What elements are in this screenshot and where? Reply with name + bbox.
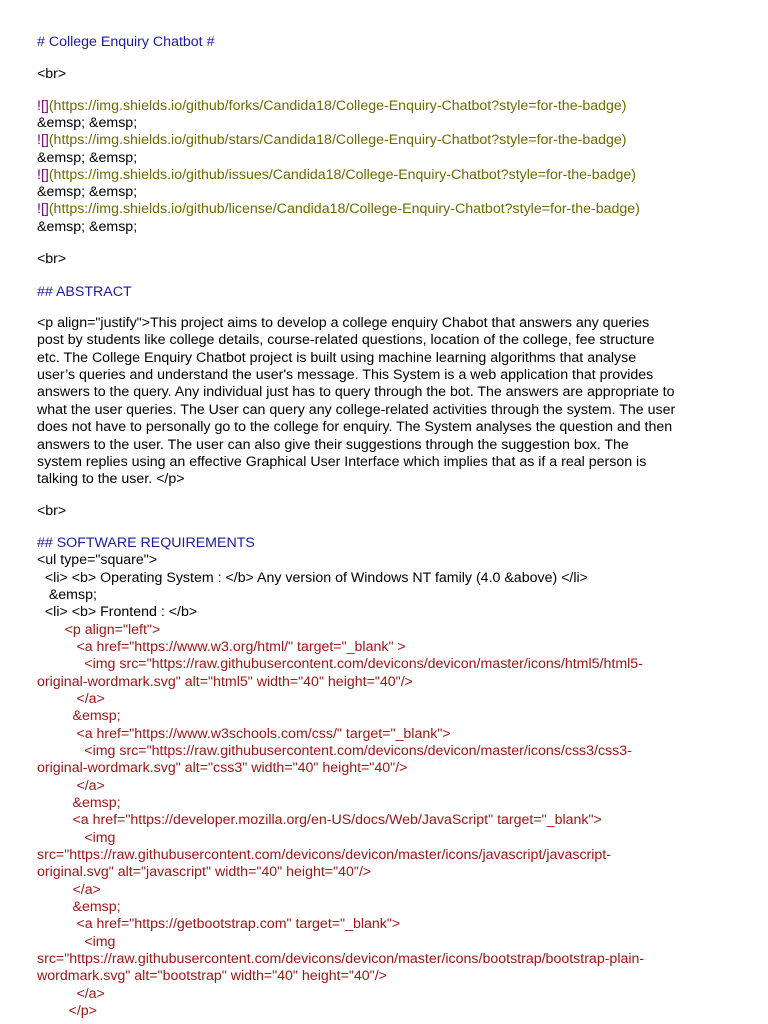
frontend-code-line: original-wordmark.svg" alt="css3" width="40" height="40"/> xyxy=(37,760,408,776)
frontend-code-line: </a> xyxy=(37,778,105,794)
abstract-line: <p align="justify">This project aims to develop a college enquiry Chabot that answers any queries xyxy=(37,315,650,331)
page-title: # College Enquiry Chatbot # xyxy=(37,34,215,50)
frontend-code-line: <a href="https://www.w3schools.com/css/" target="_blank"> xyxy=(37,726,451,742)
list-item-operating-system: <li> <b> Operating System : </b> Any version of Windows NT family (4.0 &above) </li> xyxy=(37,570,588,586)
frontend-code-line: <img src="https://raw.githubusercontent.com/devicons/devicon/master/icons/css3/css3- xyxy=(37,743,632,759)
badge-marker: ![] xyxy=(37,201,49,217)
badge-line-license xyxy=(37,201,640,218)
abstract-line: talking to the user. </p> xyxy=(37,471,185,487)
frontend-code-line: <a href="https://developer.mozilla.org/en-US/docs/Web/JavaScript" target="_blank"> xyxy=(37,812,602,828)
badge-spacer: &emsp; &emsp; xyxy=(37,219,138,235)
frontend-code-line: <img src="https://raw.githubusercontent.com/devicons/devicon/master/icons/html5/html5- xyxy=(37,656,643,672)
badge-marker: ![] xyxy=(37,132,49,148)
frontend-code-line: original-wordmark.svg" alt="html5" width="40" height="40"/> xyxy=(37,674,413,690)
badge-spacer: &emsp; &emsp; xyxy=(37,184,138,200)
frontend-code-line: &emsp; xyxy=(37,795,121,811)
badge-url-stars[interactable]: (https://img.shields.io/github/stars/Candida18/College-Enquiry-Chatbot?style=for-the-badge) xyxy=(48,132,627,148)
abstract-line: system replies using an effective Graphical User Interface which implies that as if a real person is xyxy=(37,454,647,470)
abstract-line: answers to the user. The user can also give their suggestions through the suggestion box. The xyxy=(37,437,629,453)
frontend-code-line: </a> xyxy=(37,882,101,898)
frontend-code-line: wordmark.svg" alt="bootstrap" width="40" height="40"/> xyxy=(37,968,387,984)
abstract-line: what the user queries. The User can query any college-related activities through the system. The user xyxy=(37,402,676,418)
badge-spacer: &emsp; &emsp; xyxy=(37,115,138,131)
emsp-spacer: &emsp; xyxy=(37,587,97,603)
frontend-code-line: <img xyxy=(37,934,116,950)
abstract-line: answers to the query. Any individual just has to query through the bot. The answers are appropriate to xyxy=(37,384,675,400)
abstract-line: user’s queries and understand the user's message. This System is a web application that provides xyxy=(37,367,654,383)
abstract-heading: ## ABSTRACT xyxy=(37,284,132,300)
abstract-line: etc. The College Enquiry Chatbot project is built using machine learning algorithms that analyse xyxy=(37,350,637,366)
frontend-code-line: </p> xyxy=(37,1003,97,1019)
badge-spacer: &emsp; &emsp; xyxy=(37,150,138,166)
frontend-code-line: </a> xyxy=(37,986,105,1002)
badge-marker: ![] xyxy=(37,98,49,114)
badge-line-stars xyxy=(37,132,627,149)
badge-line-issues xyxy=(37,167,636,184)
badge-url-issues[interactable]: (https://img.shields.io/github/issues/Candida18/College-Enquiry-Chatbot?style=for-the-badge) xyxy=(48,167,636,183)
frontend-code-line: </a> xyxy=(37,691,105,707)
frontend-code-line: original.svg" alt="javascript" width="40" height="40"/> xyxy=(37,864,372,880)
frontend-code-line: &emsp; xyxy=(37,899,121,915)
badge-marker: ![] xyxy=(37,167,49,183)
frontend-code-line: &emsp; xyxy=(37,708,121,724)
frontend-code-line: <a href="https://www.w3.org/html/" target="_blank" > xyxy=(37,639,406,655)
frontend-code-line: <img xyxy=(37,830,116,846)
frontend-code-line: src="https://raw.githubusercontent.com/devicons/devicon/master/icons/bootstrap/bootstrap-plain- xyxy=(37,951,645,967)
list-item-frontend: <li> <b> Frontend : </b> xyxy=(37,604,198,620)
frontend-code-line: <a href="https://getbootstrap.com" target="_blank"> xyxy=(37,916,401,932)
software-requirements-heading: ## SOFTWARE REQUIREMENTS xyxy=(37,535,255,551)
frontend-code-line: src="https://raw.githubusercontent.com/devicons/devicon/master/icons/javascript/javascript- xyxy=(37,847,611,863)
line-break-tag: <br> xyxy=(37,503,67,519)
abstract-line: post by students like college details, course-related questions, location of the college, fee structure xyxy=(37,332,655,348)
badge-url-forks[interactable]: (https://img.shields.io/github/forks/Candida18/College-Enquiry-Chatbot?style=for-the-badge) xyxy=(48,98,627,114)
line-break-tag: <br> xyxy=(37,251,67,267)
frontend-code-line: <p align="left"> xyxy=(37,622,161,638)
badge-line-forks xyxy=(37,98,627,115)
ul-open-tag: <ul type="square"> xyxy=(37,552,158,568)
abstract-line: does not have to personally go to the college for enquiry. The System analyses the question and then xyxy=(37,419,673,435)
line-break-tag: <br> xyxy=(37,66,67,82)
badge-url-license[interactable]: (https://img.shields.io/github/license/Candida18/College-Enquiry-Chatbot?style=for-the-badge) xyxy=(48,201,640,217)
